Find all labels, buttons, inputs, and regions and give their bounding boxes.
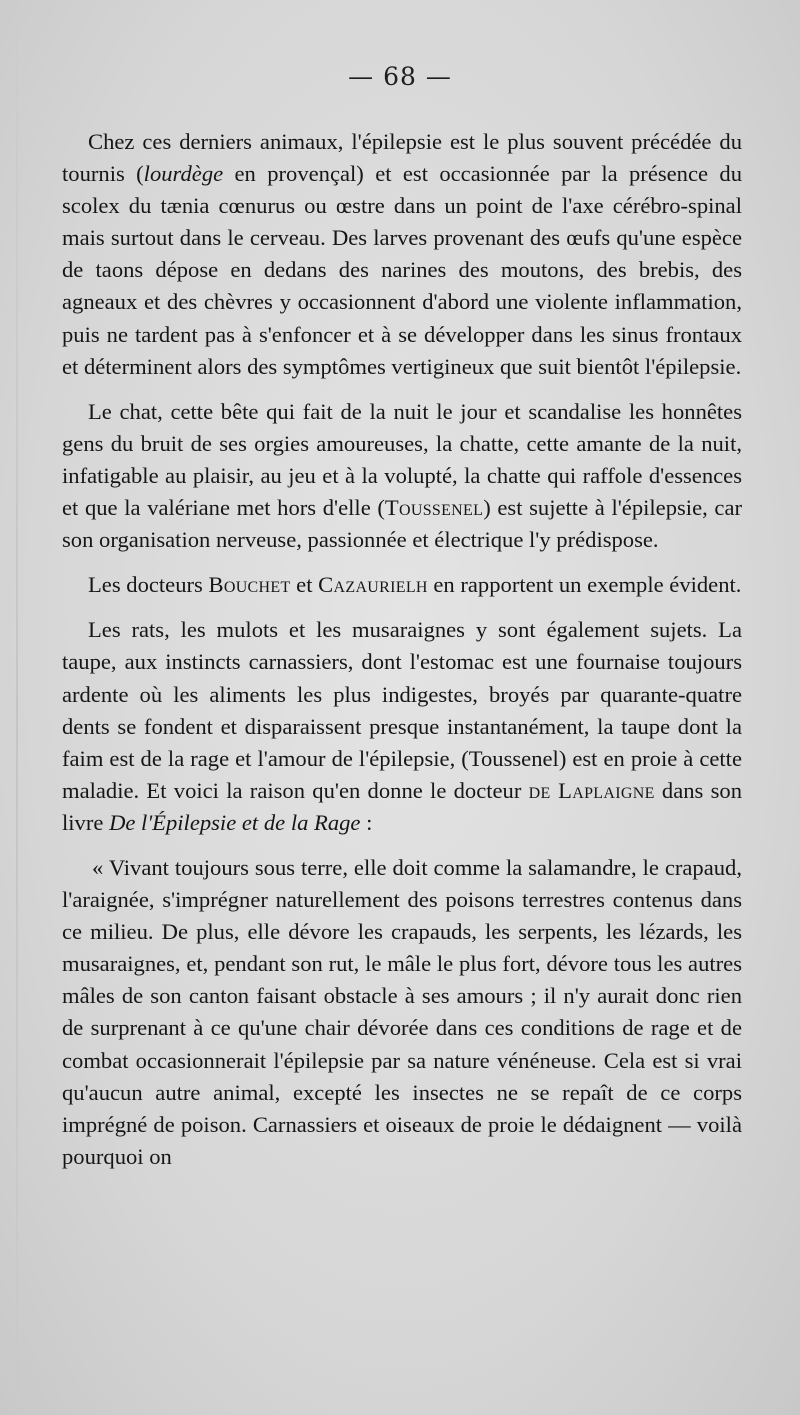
paragraph-doctors (62, 569, 742, 601)
term-lourdege: lourdège (143, 161, 224, 187)
text-segment: dans son livre (62, 777, 743, 835)
author-name: Bouchet (208, 572, 291, 598)
text-segment: en rapportent un exemple évident. (427, 572, 742, 598)
body-text (62, 126, 742, 1173)
paragraph-epilepsy-sheep (62, 126, 742, 383)
text-segment: en provençal) et est occasionnée par la présence du scolex du tænia cœnurus ou œstre dans un point de l'axe cérébro-spinal mais surtout dans le cerveau. Des larves provenant des œufs qu'une espèce de taons dépose en dedans des narines des moutons, des brebis, des agneaux et des chèvres y occasionnent d'abord une violente inflammation, puis ne tardent pas à s'enfoncer et à se développer dans les sinus frontaux et déterminent alors des symptômes vertigineux que suit bientôt l'épilepsie. (62, 161, 742, 379)
author-name: Cazaurielh (318, 572, 428, 598)
text-segment: et (290, 572, 319, 598)
paragraph-quotation (62, 852, 742, 1173)
text-segment: Le chat, cette bête qui fait de la nuit le jour et scandalise les honnêtes gens du bruit de ses orgies amoureuses, la chatte, cette amante de la nuit, infatigable au plaisir, au jeu et à la volupté, la chatte qui raffole d'essences et que la valériane met hors d'elle ( (62, 398, 742, 521)
text-segment: Les rats, les mulots et les musaraignes y sont également sujets. La taupe, aux instincts carnassiers, dont l'estomac est une fournaise toujours ardente où les aliments les plus indigestes, broyés par quarante-quatre dents se fondent et disparaissent presque instantanément, la taupe dont la faim est de la rage et l'amour de l'épilepsie, (Toussenel) est en proie à cette maladie. Et voici la raison qu'en donne le docteur (62, 617, 742, 803)
page-edge-shadow (16, 0, 18, 1415)
text-segment: ) est sujette à l'épilepsie, car son organisation nerveuse, passionnée et électrique l'y prédispose. (62, 495, 742, 553)
book-title: De l'Épilepsie et de la Rage (109, 809, 361, 835)
page-number: — 68 — (348, 62, 452, 91)
author-name: Toussenel (384, 495, 484, 521)
paragraph-rats-mole (62, 614, 742, 839)
text-segment: : (360, 809, 373, 835)
author-name: de Laplaigne (528, 777, 655, 803)
text-segment: Chez ces derniers animaux, l'épilepsie est le plus souvent précédée du tournis ( (62, 129, 742, 187)
text-segment: Les docteurs (88, 572, 209, 598)
paragraph-cat (62, 396, 742, 556)
text-segment: « Vivant toujours sous terre, elle doit comme la salamandre, le crapaud, l'araignée, s'imprégner naturellement des poisons terrestres contenus dans ce milieu. De plus, elle dévore les crapauds, les serpents, les lézards, les musaraignes, et, pendant son rut, le mâle le plus fort, dévore tous les autres mâles de son canton faisant obstacle à ses amours ; il n'y aurait donc rien de surprenant à ce qu'une chair dévorée dans ces conditions de rage et de combat occasionnerait l'épilepsie par sa nature vénéneuse. Cela est si vrai qu'aucun autre animal, excepté les insectes ne se repaît de ce corps imprégné de poison. Carnassiers et oiseaux de proie le dédaignent — voilà pourquoi on (62, 854, 742, 1169)
